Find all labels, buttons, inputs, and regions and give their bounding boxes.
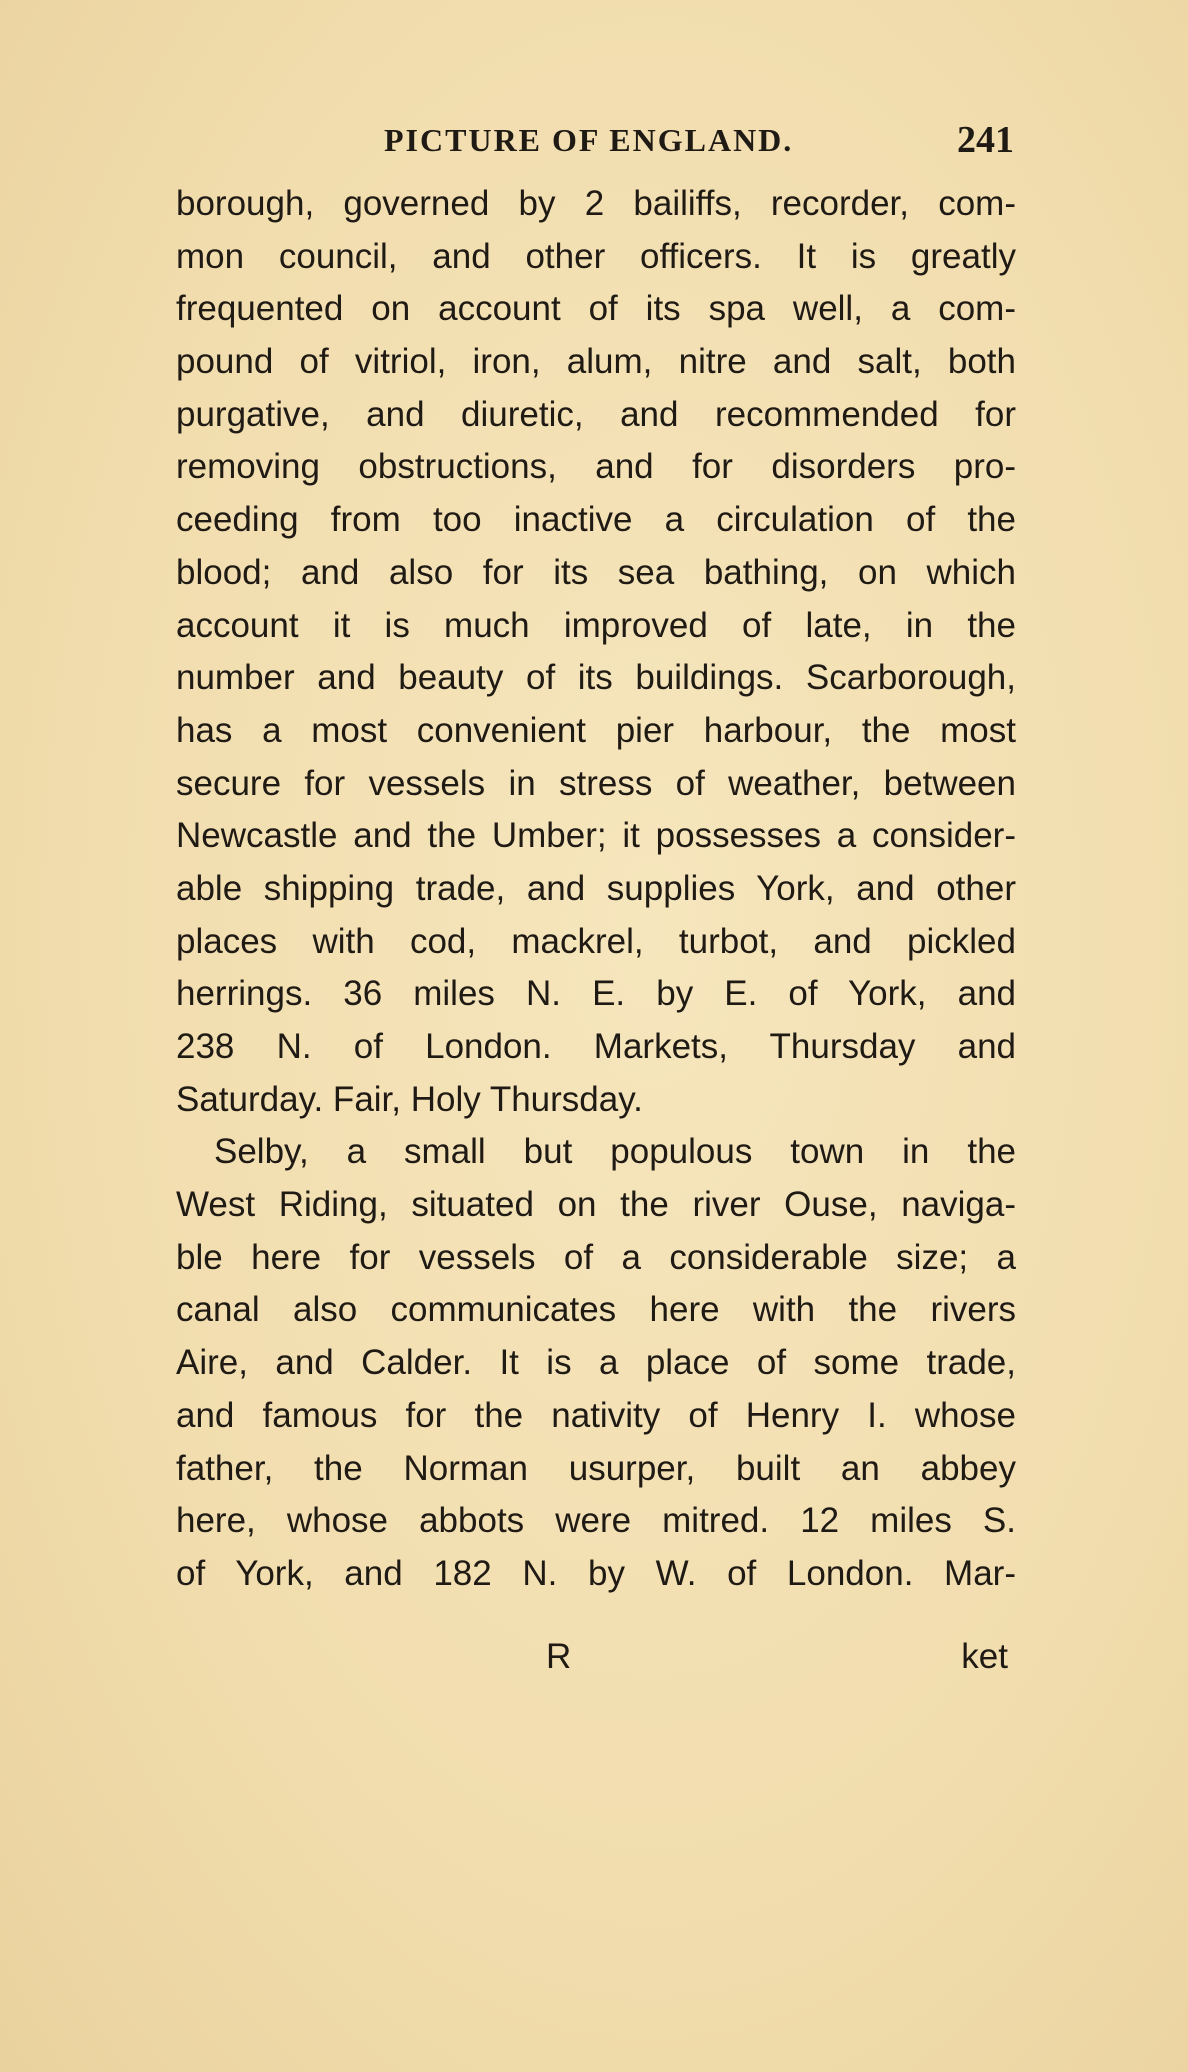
text-line: West Riding, situated on the river Ouse, naviga-: [176, 1185, 1016, 1225]
text-line: 238 N. of London. Markets, Thursday and: [176, 1027, 1016, 1066]
text-line: places with cod, mackrel, turbot, and pickled: [176, 921, 1016, 961]
text-line: canal also communicates here with the rivers: [176, 1290, 1016, 1330]
text-line: frequented on account of its spa well, a com-: [176, 289, 1016, 329]
page-number: 241: [957, 119, 1014, 161]
catchword: ket: [961, 1637, 1008, 1676]
text-line: and famous for the nativity of Henry I. whose: [176, 1395, 1016, 1435]
text-line: here, whose abbots were mitred. 12 miles S.: [176, 1501, 1016, 1541]
text-line: Newcastle and the Umber; it possesses a consider-: [176, 816, 1016, 856]
text-line: Selby, a small but populous town in the: [214, 1132, 1016, 1172]
running-title: PICTURE OF ENGLAND.: [384, 122, 794, 158]
text-line: mon council, and other officers. It is greatly: [176, 236, 1016, 276]
text-line: able shipping trade, and supplies York, and other: [176, 868, 1016, 908]
text-line: of York, and 182 N. by W. of London. Mar-: [176, 1553, 1016, 1593]
text-line: blood; and also for its sea bathing, on which: [176, 552, 1016, 592]
text-line: purgative, and diuretic, and recommended for: [176, 394, 1016, 434]
text-line: has a most convenient pier harbour, the most: [176, 710, 1016, 750]
text-line: father, the Norman usurper, built an abbey: [176, 1448, 1016, 1488]
text-line: pound of vitriol, iron, alum, nitre and salt, both: [176, 342, 1016, 382]
text-line: ble here for vessels of a considerable size; a: [176, 1237, 1016, 1277]
body-text: [176, 178, 1016, 1601]
text-line: Aire, and Calder. It is a place of some trade,: [176, 1343, 1016, 1383]
text-line: borough, governed by 2 bailiffs, recorder, com-: [176, 184, 1016, 223]
text-line: secure for vessels in stress of weather, between: [176, 763, 1016, 803]
text-line: ceeding from too inactive a circulation of the: [176, 500, 1016, 540]
text-line: account it is much improved of late, in the: [176, 605, 1016, 645]
text-line: removing obstructions, and for disorders pro-: [176, 447, 1016, 487]
text-line: number and beauty of its buildings. Scarborough,: [176, 658, 1016, 698]
signature-mark: R: [546, 1637, 572, 1676]
text-line: Saturday. Fair, Holy Thursday.: [176, 1079, 643, 1119]
text-line: herrings. 36 miles N. E. by E. of York, and: [176, 974, 1016, 1014]
running-head: [384, 119, 1014, 166]
page-footer: [176, 1637, 1016, 1689]
